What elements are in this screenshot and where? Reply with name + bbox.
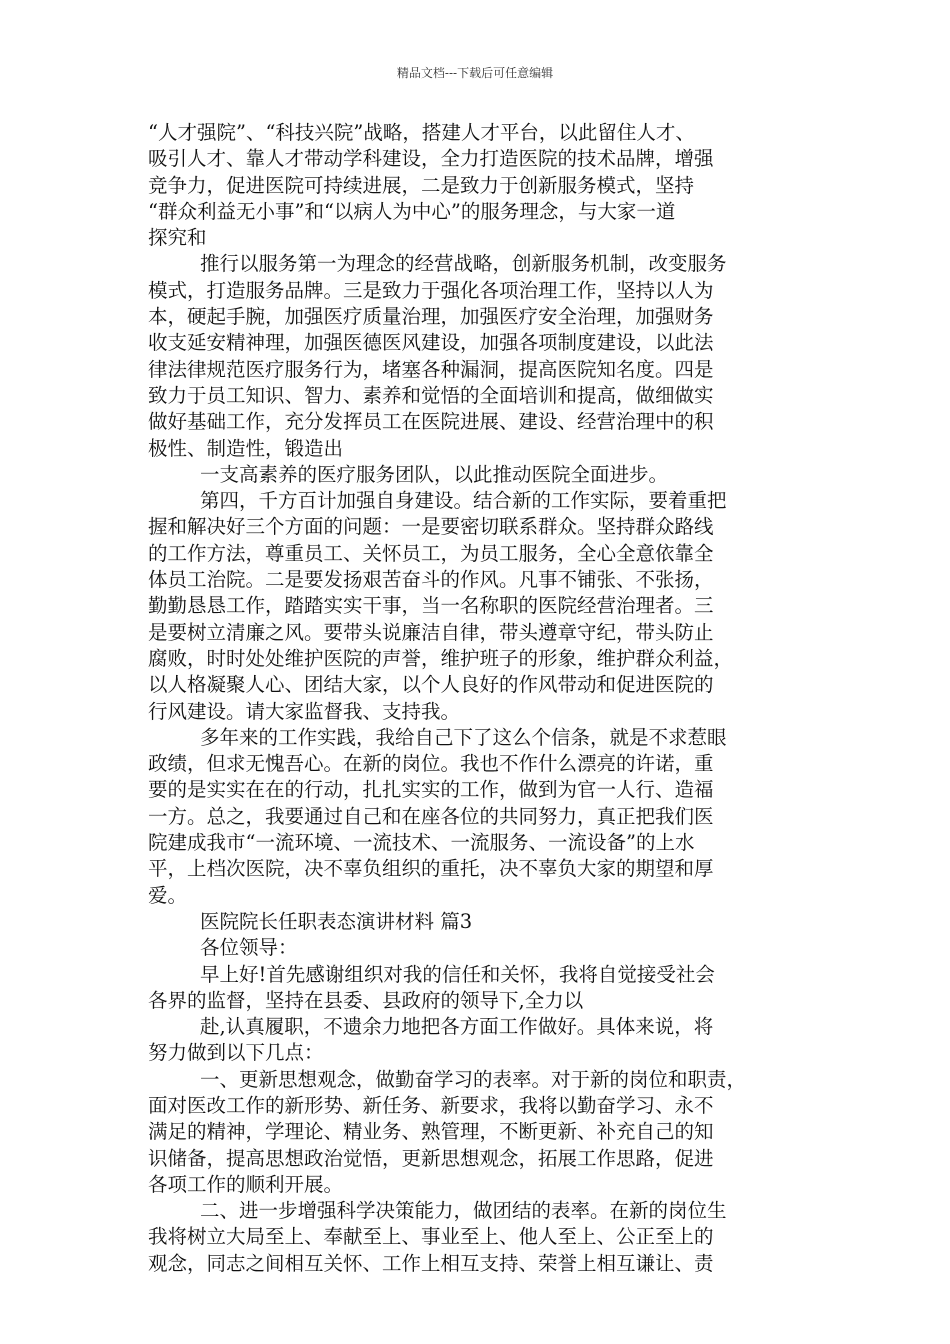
text-line: 吸引人才、靠人才带动学科建设，全力打造医院的技术品牌，增强: [148, 147, 714, 171]
text-line: 的工作方法，尊重员工、关怀员工，为员工服务，全心全意依靠全: [148, 541, 714, 565]
text-line: 识储备，提高思想政治觉悟，更新思想观念，拓展工作思路，促进: [148, 1146, 714, 1170]
text-line: 多年来的工作实践，我给自己下了这么个信条，就是不求惹眼: [200, 725, 727, 749]
text-line: 观念，同志之间相互关怀、工作上相互支持、荣誉上相互谦让、责: [148, 1251, 714, 1275]
text-line: 面对医改工作的新形势、新任务、新要求，我将以勤奋学习、永不: [148, 1093, 714, 1117]
text-line: 极性、制造性，锻造出: [148, 436, 344, 460]
text-line: 院建成我市“一流环境、一流技术、一流服务、一流设备”的上水: [148, 831, 695, 855]
text-line: 本，硬起手腕，加强医疗质量治理，加强医疗安全治理，加强财务: [148, 305, 714, 329]
text-line: 第四，千方百计加强自身建设。结合新的工作实际，要着重把: [200, 489, 727, 513]
text-line: 早上好!首先感谢组织对我的信任和关怀，我将自觉接受社会: [200, 962, 715, 986]
text-line: 爱。: [148, 883, 188, 907]
text-line: 模式，打造服务品牌。三是致力于强化各项治理工作，坚持以人为: [148, 278, 714, 302]
text-line: 以人格凝聚人心、团结大家，以个人良好的作风带动和促进医院的: [148, 673, 714, 697]
text-line: “人才强院”、“科技兴院”战略，搭建人才平台，以此留住人才、: [148, 121, 695, 144]
text-line: 行风建设。请大家监督我、支持我。: [148, 699, 461, 723]
text-line: 一、更新思想观念，做勤奋学习的表率。对于新的岗位和职责，: [200, 1067, 747, 1091]
text-line: 致力于员工知识、智力、素养和觉悟的全面培训和提高，做细做实: [148, 383, 714, 407]
text-line: 一方。总之，我要通过自己和在座各位的共同努力，真正把我们医: [148, 804, 714, 828]
text-line: “群众利益无小事”和“以病人为中心”的服务理念，与大家一道: [148, 199, 676, 223]
text-line: 竞争力，促进医院可持续进展，二是致力于创新服务模式，坚持: [148, 173, 695, 197]
text-line: 收支延安精神理，加强医德医风建设，加强各项制度建设，以此法: [148, 331, 714, 355]
text-line: 二、进一步增强科学决策能力，做团结的表率。在新的岗位生: [200, 1199, 727, 1223]
text-line: 满足的精神，学理论、精业务、熟管理，不断更新、补充自己的知: [148, 1120, 714, 1144]
text-line: 平，上档次医院，决不辜负组织的重托，决不辜负大家的期望和厚: [148, 857, 714, 881]
text-line: 律法律规范医疗服务行为，堵塞各种漏洞，提高医院知名度。四是: [148, 357, 714, 381]
text-line: 努力做到以下几点：: [148, 1041, 324, 1065]
document-body: [148, 120, 813, 1277]
text-line: 政绩，但求无愧吾心。在新的岗位。我也不作什么漂亮的许诺，重: [148, 752, 714, 776]
text-line: 各界的监督，坚持在县委、县政府的领导下,全力以: [148, 988, 584, 1012]
page-header: 精品文档---下载后可任意编辑: [396, 66, 554, 80]
text-line: 做好基础工作，充分发挥员工在医院进展、建设、经营治理中的积: [148, 410, 714, 434]
text-line: 勤勤恳恳工作，踏踏实实干事，当一名称职的医院经营治理者。三: [148, 594, 714, 618]
text-line: 腐败，时时处处维护医院的声誉，维护班子的形象，维护群众利益，: [148, 646, 734, 670]
text-line: 握和解决好三个方面的问题：一是要密切联系群众。坚持群众路线: [148, 515, 714, 539]
text-line: 探究和: [148, 226, 207, 250]
text-line: 赴,认真履职，不遗余力地把各方面工作做好。具体来说，将: [200, 1015, 714, 1039]
text-line: 我将树立大局至上、奉献至上、事业至上、他人至上、公正至上的: [148, 1225, 714, 1249]
text-line: 要的是实实在在的行动，扎扎实实的工作，做到为官一人行、造福: [148, 778, 714, 802]
text-line: 各项工作的顺利开展。: [148, 1172, 344, 1196]
text-line: 推行以服务第一为理念的经营战略，创新服务机制，改变服务: [200, 252, 727, 276]
text-line: 各位领导：: [200, 936, 298, 960]
text-line: 体员工治院。二是要发扬艰苦奋斗的作风。凡事不铺张、不张扬，: [148, 568, 714, 592]
text-line: 一支高素养的医疗服务团队，以此推动医院全面进步。: [200, 462, 669, 486]
text-line: 是要树立清廉之风。要带头说廉洁自律，带头遵章守纪，带头防止: [148, 620, 714, 644]
text-line: 医院院长任职表态演讲材料 篇3: [200, 909, 473, 933]
